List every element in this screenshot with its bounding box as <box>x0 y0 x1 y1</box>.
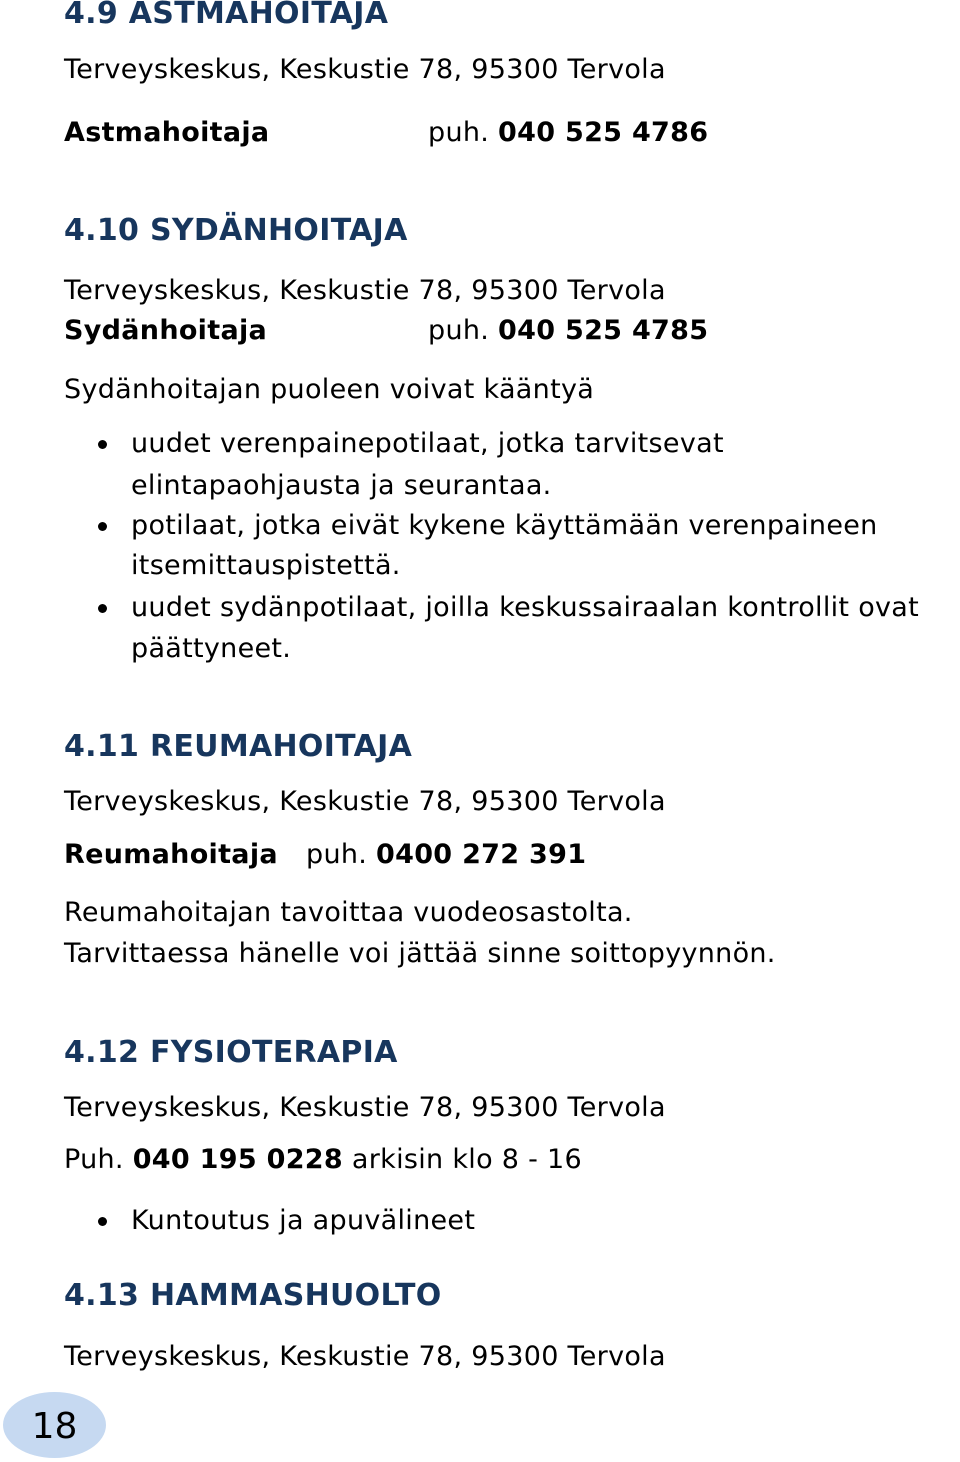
page-number-badge <box>3 1392 106 1458</box>
phone-row-fysioterapia <box>64 1143 582 1177</box>
role-reumahoitaja: Reumahoitaja <box>64 839 278 870</box>
bullet-text-continued: elintapaohjausta ja seurantaa. <box>131 470 552 501</box>
bullet-dot <box>98 522 107 531</box>
address-sydanhoitaja: Terveyskeskus, Keskustie 78, 95300 Tervola <box>64 275 666 306</box>
section-heading-astmahoitaja: 4.9 ASTMAHOITAJA <box>64 0 389 31</box>
note-reumahoitaja: Reumahoitajan tavoittaa vuodeosastolta. <box>64 897 633 928</box>
note-reumahoitaja-continued: Tarvittaessa hänelle voi jättää sinne soittopyynnön. <box>64 938 776 969</box>
bullet-text-continued: itsemittauspistettä. <box>131 550 401 581</box>
bullet-text-continued: päättyneet. <box>131 633 292 664</box>
phone-number: 040 195 0228 <box>132 1144 343 1175</box>
address-hammashuolto: Terveyskeskus, Keskustie 78, 95300 Tervola <box>64 1341 666 1372</box>
phone-label: Puh. <box>64 1144 124 1175</box>
bullet-text: uudet sydänpotilaat, joilla keskussairaalan kontrollit ovat <box>131 592 920 623</box>
section-heading-hammashuolto: 4.13 HAMMASHUOLTO <box>64 1278 442 1313</box>
bullet-dot <box>98 604 107 613</box>
section-heading-reumahoitaja: 4.11 REUMAHOITAJA <box>64 729 413 764</box>
phone-label: puh. <box>428 117 490 148</box>
page-number: 18 <box>31 1406 78 1447</box>
role-sydanhoitaja: Sydänhoitaja <box>64 315 268 346</box>
bullet-text: potilaat, jotka eivät kykene käyttämään verenpaineen <box>131 510 878 541</box>
address-reumahoitaja: Terveyskeskus, Keskustie 78, 95300 Tervola <box>64 786 666 817</box>
phone-number: 040 525 4786 <box>498 117 709 148</box>
bullet-text: Kuntoutus ja apuvälineet <box>131 1205 476 1236</box>
role-astmahoitaja: Astmahoitaja <box>64 117 270 148</box>
phone-row-sydanhoitaja <box>428 314 708 348</box>
phone-number: 0400 272 391 <box>376 839 587 870</box>
bullet-dot <box>98 440 107 449</box>
phone-row-reumahoitaja <box>306 838 586 872</box>
section-heading-fysioterapia: 4.12 FYSIOTERAPIA <box>64 1035 398 1070</box>
phone-label: puh. <box>428 315 490 346</box>
intro-sydanhoitaja: Sydänhoitajan puoleen voivat kääntyä <box>64 374 595 405</box>
section-heading-sydanhoitaja: 4.10 SYDÄNHOITAJA <box>64 213 408 248</box>
phone-number: 040 525 4785 <box>498 315 709 346</box>
phone-row-astmahoitaja <box>428 116 708 150</box>
bullet-text: uudet verenpainepotilaat, jotka tarvitsevat <box>131 428 724 459</box>
bullet-dot <box>98 1217 107 1226</box>
address-fysioterapia: Terveyskeskus, Keskustie 78, 95300 Tervola <box>64 1092 666 1123</box>
phone-label: puh. <box>306 839 368 870</box>
opening-hours: arkisin klo 8 - 16 <box>351 1144 583 1175</box>
address-astmahoitaja: Terveyskeskus, Keskustie 78, 95300 Tervola <box>64 54 666 85</box>
